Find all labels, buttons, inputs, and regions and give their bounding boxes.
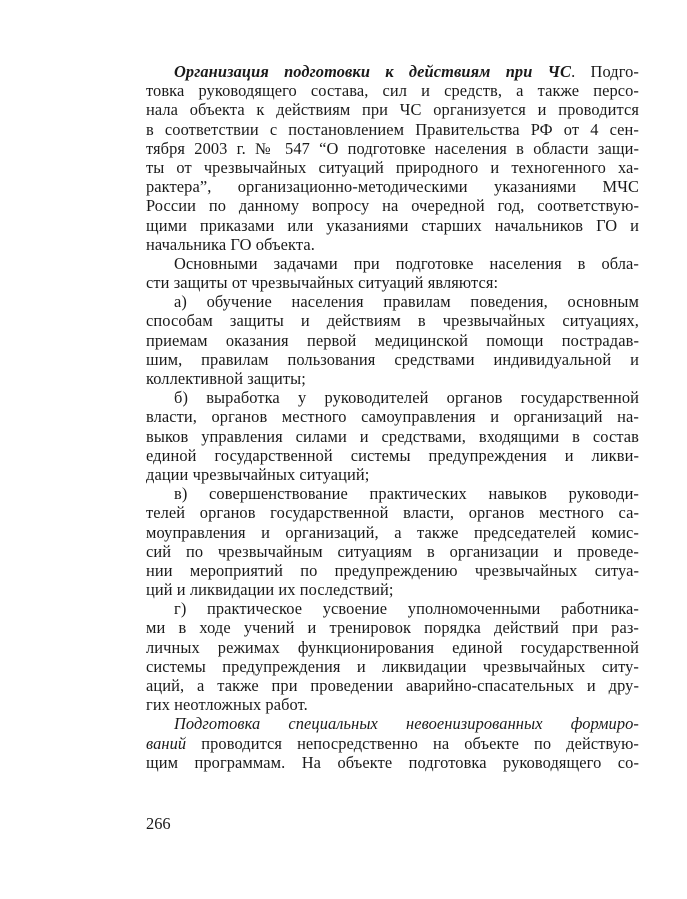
text-line: выков управления силами и средствами, входящими в состав <box>146 426 639 446</box>
list-item-g <box>146 599 639 714</box>
text-line: ми в ходе учений и тренировок порядка действий при раз- <box>146 618 639 638</box>
paragraph-organization <box>146 62 639 254</box>
text-line: в соответствии с постановлением Правительства РФ от 4 сен- <box>146 119 639 139</box>
text-line: единой государственной системы предупреждения и ликви- <box>146 445 639 465</box>
text-line: начальника ГО объекта. <box>146 234 315 254</box>
text-line: щим программам. На объекте подготовка руководящего со- <box>146 752 639 772</box>
text-line: сти защиты от чрезвычайных ситуаций являются: <box>146 273 499 293</box>
text-line: щими приказами или указаниями старших начальников ГО и <box>146 215 639 235</box>
text-line: товка руководящего состава, сил и средств, а также персо- <box>146 81 639 101</box>
text-line: гих неотложных работ. <box>146 695 308 715</box>
heading-run: Организация подготовки к действиям при ЧС <box>174 62 572 81</box>
text-run: . Подго- <box>571 62 639 81</box>
text-line: сий по чрезвычайным ситуациям в организации и проведе- <box>146 541 639 561</box>
text-line: коллективной защиты; <box>146 369 306 388</box>
text-line: системы предупреждения и ликвидации чрезвычайных ситу- <box>146 656 639 676</box>
text-line: приемам оказания первой медицинской помощи пострадав- <box>146 330 639 350</box>
text-line: шим, правилам пользования средствами индивидуальной и <box>146 349 639 369</box>
text-line: способам защиты и действиям в чрезвычайных ситуациях, <box>146 311 639 331</box>
text-line: ций и ликвидации их последствий; <box>146 580 394 600</box>
text-line: нии мероприятий по предупреждению чрезвычайных ситуа- <box>146 560 639 580</box>
text-line: Подготовка специальных невоенизированных формиро- <box>174 714 639 734</box>
text-line: России по данному вопросу на очередной год, соответствую- <box>146 196 639 216</box>
italic-run: ваний <box>146 733 187 753</box>
text-line: б) выработка у руководителей органов государственной <box>174 388 639 408</box>
text-line: аций, а также при проведении аварийно-спасательных и дру- <box>146 676 639 695</box>
text-line: моуправления и организаций, а также председателей комис- <box>146 522 639 542</box>
text-run: проводится непосредственно на объекте по действую- <box>186 733 639 753</box>
text-line: ты от чрезвычайных ситуаций природного и техногенного ха- <box>146 157 639 177</box>
text-line <box>146 62 639 81</box>
text-line: тября 2003 г. № 547 “О подготовке населения в области защи- <box>146 138 639 158</box>
page-number: 266 <box>146 814 171 833</box>
text-line <box>146 734 639 753</box>
text-line: г) практическое усвоение уполномоченными работника- <box>174 599 639 619</box>
text-line: а) обучение населения правилам поведения, основным <box>174 292 639 312</box>
text-line: личных режимах функционирования единой государственной <box>146 637 639 657</box>
text-line: власти, органов местного самоуправления и организаций на- <box>146 407 639 427</box>
list-item-b <box>146 388 639 484</box>
text-line: Основными задачами при подготовке населения в обла- <box>174 253 639 273</box>
paragraph-main-tasks <box>146 254 639 292</box>
list-item-v <box>146 484 639 599</box>
text-line: дации чрезвычайных ситуаций; <box>146 464 370 484</box>
text-line: нала объекта к действиям при ЧС организуется и проводится <box>146 100 639 120</box>
text-line: рактера”, организационно-методическими указаниями МЧС <box>146 177 639 197</box>
text-line: в) совершенствование практических навыков руководи- <box>174 484 639 504</box>
text-line: телей органов государственной власти, органов местного са- <box>146 503 639 523</box>
page-body <box>146 62 639 772</box>
list-item-a <box>146 292 639 388</box>
paragraph-special-units <box>146 714 639 772</box>
